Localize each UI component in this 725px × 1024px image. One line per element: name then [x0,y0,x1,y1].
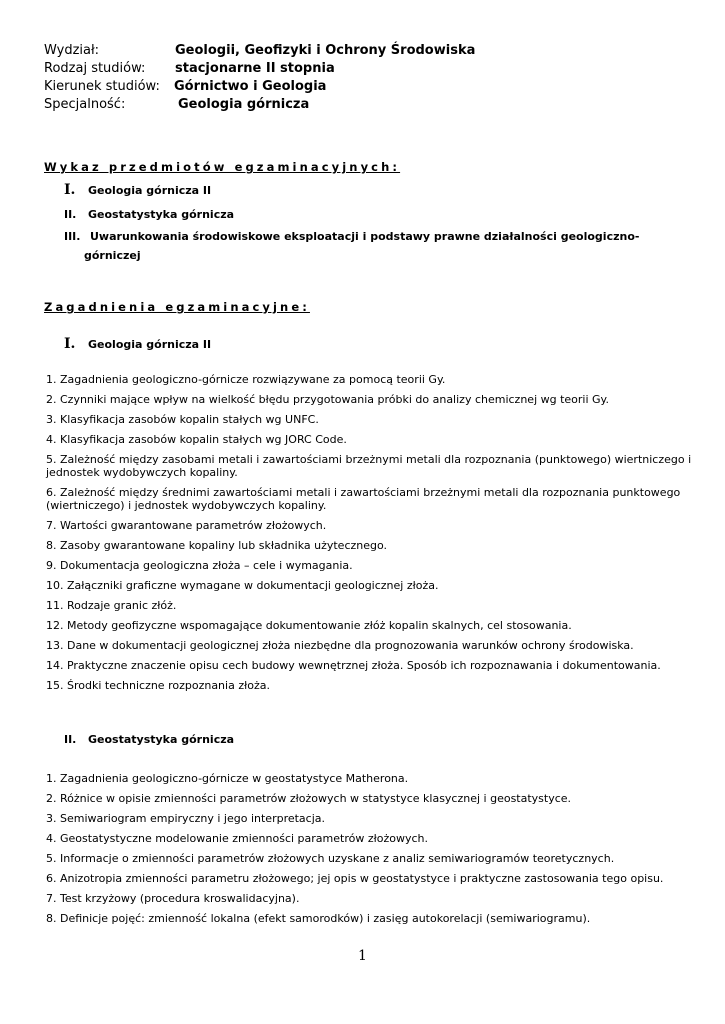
question-item: 7. Test krzyżowy (procedura kroswalidacyjna). [46,892,300,905]
question-item: 2. Czynniki mające wpływ na wielkość błędu przygotowania próbki do analizy chemicznej wg teorii Gy. [46,393,609,406]
topic-section-name: Geostatystyka górnicza [88,733,235,746]
exam-subject-number: II. [64,208,77,221]
header-label: Kierunek studiów: [44,79,160,94]
question-item: 5. Zależność między zasobami metali i zawartościami brzeżnymi metali dla rozpoznania (punktowego) wiertniczego i jednostek wydobywczych kopaliny. [46,453,692,479]
question-item: 6. Zależność między średnimi zawartościami metali i zawartościami brzeżnymi metali dla rozpoznania punktowego (wiertniczego) i jednostek wydobywczych kopaliny. [46,486,681,512]
exam-subject-item [64,182,211,198]
exam-subject-item [64,208,234,221]
exam-subject-number: I. [64,182,76,198]
exam-subject-item [64,230,639,243]
header-value: Górnictwo i Geologia [174,79,327,94]
exam-subject-text: Geostatystyka górnicza [88,208,235,221]
header-row-specialty [44,96,475,114]
question-item: 9. Dokumentacja geologiczna złoża – cele i wymagania. [46,559,353,572]
question-item: 8. Zasoby gwarantowane kopaliny lub składnika użytecznego. [46,539,388,552]
header-label: Wydział: [44,43,100,58]
exam-subjects-heading: Wykaz przedmiotów egzaminacyjnych: [44,160,401,174]
topic-section-title [64,733,234,746]
question-item: 5. Informacje o zmienności parametrów złożowych uzyskane z analiz semiwariogramów teoretycznych. [46,852,615,865]
question-item: 1. Zagadnienia geologiczno-górnicze w geostatystyce Matherona. [46,772,409,785]
topic-section-number: I. [64,336,76,352]
question-item: 3. Klasyfikacja zasobów kopalin stałych wg UNFC. [46,413,319,426]
header-row-study-type [44,60,475,78]
header-value: Geologii, Geofizyki i Ochrony Środowiska [175,43,476,58]
topic-section-title [64,336,211,352]
question-item: 15. Środki techniczne rozpoznania złoża. [46,679,270,692]
exam-topics-heading: Zagadnienia egzaminacyjne: [44,300,310,314]
question-item: 8. Definicje pojęć: zmienność lokalna (efekt samorodków) i zasięg autokorelacji (semiwariogramu). [46,912,591,925]
topic-section-name: Geologia górnicza II [88,338,212,351]
topic-section-number: II. [64,733,77,746]
exam-subject-text: Uwarunkowania środowiskowe eksploatacji i podstawy prawne działalności geologiczno- [90,230,640,243]
header-label: Rodzaj studiów: [44,61,146,76]
header-row-faculty [44,42,475,60]
header-value: stacjonarne II stopnia [175,61,335,76]
question-list-geostatystyka [46,772,696,932]
header-row-field [44,78,475,96]
exam-subject-number: III. [64,230,81,243]
question-item: 11. Rodzaje granic złóż. [46,599,177,612]
question-item: 14. Praktyczne znaczenie opisu cech budowy wewnętrznej złoża. Sposób ich rozpoznawania i dokumentowania. [46,659,661,672]
page-number: 1 [358,948,367,964]
question-item: 4. Geostatystyczne modelowanie zmienności parametrów złożowych. [46,832,429,845]
question-item: 13. Dane w dokumentacji geologicznej złoża niezbędne dla prognozowania warunków ochrony środowiska. [46,639,634,652]
question-list-geologia [46,373,696,699]
question-item: 2. Różnice w opisie zmienności parametrów złożowych w statystyce klasycznej i geostatystyce. [46,792,572,805]
question-item: 10. Załączniki graficzne wymagane w dokumentacji geologicznej złoża. [46,579,439,592]
header-label: Specjalność: [44,97,126,112]
question-item: 12. Metody geofizyczne wspomagające dokumentowanie złóż kopalin skalnych, cel stosowania. [46,619,572,632]
header-value: Geologia górnicza [178,97,310,112]
exam-subject-continuation: górniczej [84,249,141,262]
question-item: 1. Zagadnienia geologiczno-górnicze rozwiązywane za pomocą teorii Gy. [46,373,446,386]
question-item: 3. Semiwariogram empiryczny i jego interpretacja. [46,812,326,825]
document-header [44,42,475,114]
question-item: 6. Anizotropia zmienności parametru złożowego; jej opis w geostatystyce i praktyczne zastosowania tego opisu. [46,872,664,885]
question-item: 4. Klasyfikacja zasobów kopalin stałych wg JORC Code. [46,433,347,446]
exam-subject-text: Geologia górnicza II [88,184,212,197]
question-item: 7. Wartości gwarantowane parametrów złożowych. [46,519,327,532]
